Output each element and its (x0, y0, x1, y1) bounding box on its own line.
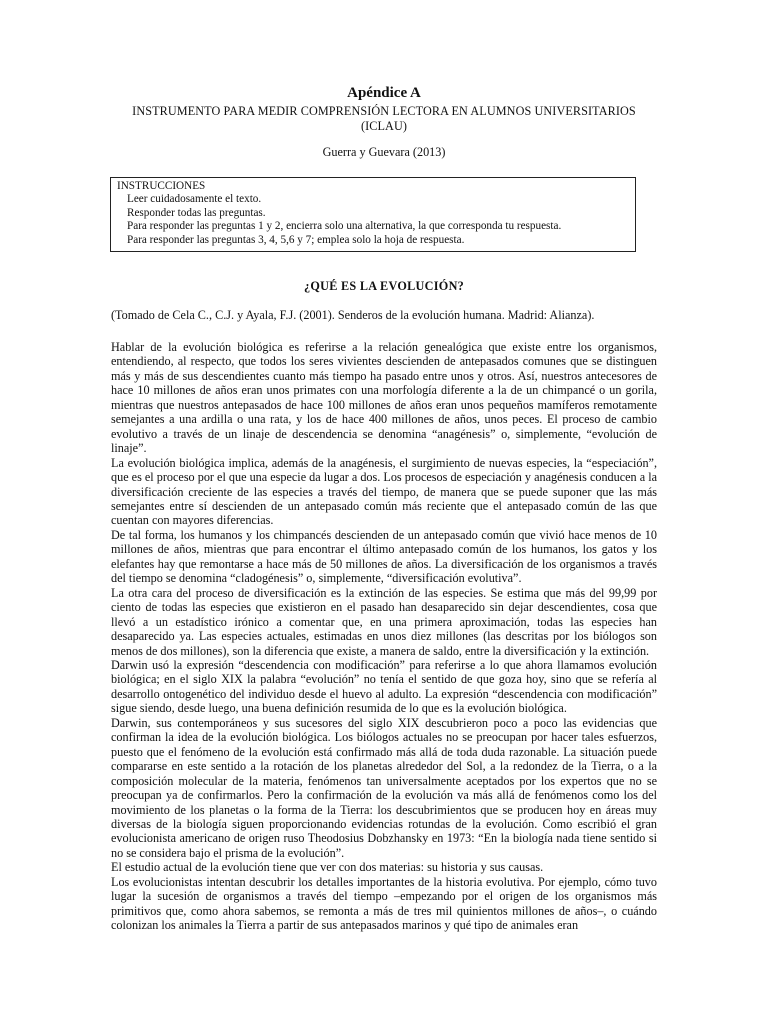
instructions-box (110, 177, 636, 252)
document-page (111, 84, 657, 933)
instructions-heading: INSTRUCCIONES (117, 180, 206, 192)
instruction-item: Para responder las preguntas 3, 4, 5,6 y 7; emplea solo la hoja de respuesta. (127, 233, 465, 246)
instruction-item: Leer cuidadosamente el texto. (127, 193, 262, 206)
article-body (111, 340, 657, 933)
paragraph: Los evolucionistas intentan descubrir los detalles importantes de la historia evolutiva. Por ejemplo, cómo tuvo lugar la sucesión de organismos a través del tiempo –empezando por el origen de los organismos más primitivos que, como ahora sabemos, se remonta a más de tres mil quinientos millones de años–, o cuándo colonizan los animales la Tierra a partir de sus antepasados marinos y qué tipo de animales eran (111, 874, 657, 933)
paragraph: Hablar de la evolución biológica es referirse a la relación genealógica que existe entre los organismos, entendiendo, al respecto, que todos los seres vivientes descienden de antepasados comunes que se distinguen más y más de sus descendientes cuanto más tiempo ha pasado entre unos y otros. Así, nuestros antecesores de hace 10 millones de años eran unos primates con una morfología diferente a la de un chimpancé o un gorila, mientras que nuestros antepasados de hace 100 millones de años eran unos pequeños mamíferos remotamente semejantes a una ardilla o una rata, y los de hace 400 millones de años, unos peces. El proceso de cambio evolutivo a través de un linaje de descendencia se denomina “anagénesis” o, simplemente, “evolución de linaje”. (111, 340, 657, 456)
appendix-title: Apéndice A (347, 85, 421, 101)
paragraph: El estudio actual de la evolución tiene que ver con dos materias: su historia y sus causas. (111, 860, 544, 875)
paragraph: Darwin usó la expresión “descendencia con modificación” para referirse a lo que ahora llamamos evolución biológica; en el siglo XIX la palabra “evolución” no tenía el sentido de que goza hoy, sino que se refería al desarrollo ontogenético del individuo desde el huevo al adulto. La expresión “descendencia con modificación” sigue siendo, desde luego, una buena definición resumida de lo que es la evolución biológica. (111, 658, 657, 716)
paragraph: La otra cara del proceso de diversificación es la extinción de las especies. Se estima que más del 99,99 por ciento de todas las especies que existieron en el pasado han desaparecido sin dejar descendientes, cosa que llevó a un estadístico irónico a comentar que, en una primera aproximación, todas las especies han desaparecido ya. Las especies actuales, estimadas en unos diez millones (las descritas por los biólogos son menos de dos millones), son la diferencia que existe, a manera de saldo, entre la diversificación y la extinción. (111, 585, 657, 658)
instruction-item: Responder todas las preguntas. (127, 206, 266, 219)
instrument-title (111, 104, 657, 134)
instrument-title-line1: INSTRUMENTO PARA MEDIR COMPRENSIÓN LECTORA EN ALUMNOS UNIVERSITARIOS (132, 104, 636, 118)
paragraph: Darwin, sus contemporáneos y sus sucesores del siglo XIX descubrieron poco a poco las evidencias que confirman la idea de la evolución biológica. Los biólogos actuales no se preocupan por hacer tales esfuerzos, puesto que el fenómeno de la evolución está confirmado más allá de toda duda razonable. La situación puede compararse en este sentido a la rotación de los planetas alrededor del Sol, a la redondez de la Tierra, o a la composición molecular de la materia, fenómenos tan universalmente aceptados por los expertos que no se preocupan ya de confirmarlos. Pero la confirmación de la evolución va más allá de fenómenos como los del movimiento de los planetas o la forma de la Tierra: los descubrimientos que se producen hoy en áreas muy diversas de la biología siguen proporcionando evidencias rotundas de la evolución. Como escribió el gran evolucionista americano de origen ruso Theodosius Dobzhansky en 1973: “En la biología nada tiene sentido si no se considera bajo el prisma de la evolución”. (111, 715, 657, 860)
instruction-item: Para responder las preguntas 1 y 2, encierra solo una alternativa, la que corresponda tu respuesta. (127, 220, 562, 233)
article-title: ¿QUÉ ES LA EVOLUCIÓN? (303, 279, 465, 294)
article-citation: (Tomado de Cela C., C.J. y Ayala, F.J. (2001). Senderos de la evolución humana. Madrid: Alianza). (111, 308, 595, 323)
instructions-list (117, 193, 629, 247)
paragraph: La evolución biológica implica, además de la anagénesis, el surgimiento de nuevas especies, la “especiación”, que es el proceso por el que una especie da lugar a dos. Los procesos de especiación y anagénesis conducen a la diversificación creciente de las especies a través del tiempo, de manera que se puede suponer que las más semejantes entre sí descienden de un antepasado común más reciente que el antepasado común de las que cuentan con mayores diferencias. (111, 455, 657, 528)
authors-line: Guerra y Guevara (2013) (322, 145, 446, 159)
paragraph: De tal forma, los humanos y los chimpancés descienden de un antepasado común que vivió hace menos de 10 millones de años, mientras que para encontrar el último antepasado común de los humanos, los gatos y los elefantes hay que remontarse a hace más de 50 millones de años. La diversificación de los organismos a través del tiempo se denomina “cladogénesis” o, simplemente, “diversificación evolutiva”. (111, 527, 657, 586)
instrument-title-line2: (ICLAU) (360, 119, 408, 133)
